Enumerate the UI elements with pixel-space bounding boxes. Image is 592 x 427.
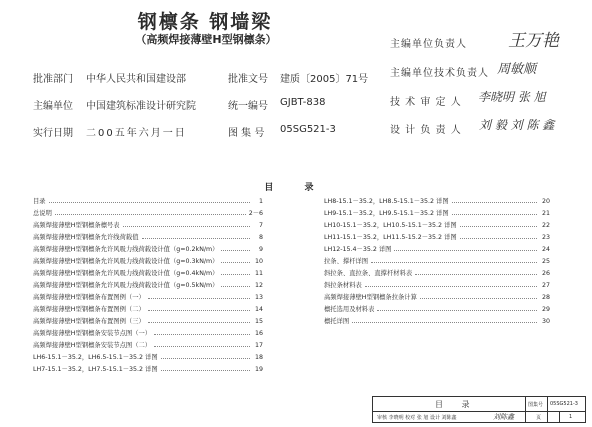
toc-title: 目 录 bbox=[264, 183, 328, 193]
approval-doc: 建质〔2005〕71号 bbox=[280, 74, 369, 85]
document-title: 钢檩条 钢墙梁 bbox=[137, 11, 273, 33]
responsible-label-3: 技 术 审 定 人 bbox=[390, 97, 462, 108]
editor-unit: 中国建筑标准设计研究院 bbox=[86, 101, 196, 112]
title-block-title: 目 录 bbox=[435, 400, 478, 409]
title-block-page: 1 bbox=[569, 414, 573, 420]
toc-item[interactable]: 高频焊接薄壁H型钢檩条允许风吸力线荷载设计值（g=0.4kN/m） 11 bbox=[33, 266, 263, 278]
toc-item[interactable]: 檩托选用及材料表 29 bbox=[324, 302, 550, 314]
signature-2: 周敏顺 bbox=[497, 62, 537, 77]
toc-left-column bbox=[33, 194, 263, 374]
toc-item[interactable]: 高频焊接薄壁H型钢檩条檩号表 7 bbox=[33, 218, 263, 230]
toc-item[interactable]: 高频焊接薄壁H型钢檩条安装节点图（二） 17 bbox=[33, 338, 263, 350]
document-subtitle: （高频焊接薄壁H型钢檩条） bbox=[135, 33, 277, 46]
toc-item[interactable]: 高频焊接薄壁H型钢檩条拉条计算 28 bbox=[324, 290, 550, 302]
title-block-divider bbox=[559, 411, 560, 422]
toc-item[interactable]: 斜拉条材料表 27 bbox=[324, 278, 550, 290]
toc-right-column bbox=[324, 194, 550, 326]
toc-item[interactable]: LH10-15.1－35.2，LH10.5-15.1－35.2 详图 22 bbox=[324, 218, 550, 230]
effective-date-label: 实行日期 bbox=[33, 128, 73, 139]
toc-item[interactable]: 高频焊接薄壁H型钢檩条允许风吸力线荷载设计值（g=0.2kN/m） 9 bbox=[33, 242, 263, 254]
signature-1: 王万艳 bbox=[508, 31, 559, 51]
title-block-atlas-no: 05SG521-3 bbox=[550, 401, 578, 407]
title-block-divider bbox=[547, 397, 548, 422]
responsible-label-2: 主编单位技术负责人 bbox=[390, 68, 489, 79]
toc-item[interactable]: 高频焊接薄壁H型钢檩条允许线荷载值 8 bbox=[33, 230, 263, 242]
responsible-label-4: 设 计 负 责 人 bbox=[390, 125, 462, 136]
responsible-label-1: 主编单位负责人 bbox=[390, 39, 467, 50]
toc-item[interactable]: LH6-15.1－35.2，LH6.5-15.1－35.2 详图 18 bbox=[33, 350, 263, 362]
toc-item[interactable]: 总说明 2－6 bbox=[33, 206, 263, 218]
toc-item[interactable]: 高频焊接薄壁H型钢檩条布置图例（一） 13 bbox=[33, 290, 263, 302]
title-block-divider bbox=[525, 397, 526, 422]
signature-4: 刘 毅 刘 陈 鑫 bbox=[479, 118, 555, 132]
toc-item[interactable]: 高频焊接薄壁H型钢檩条布置图例（二） 14 bbox=[33, 302, 263, 314]
approval-doc-label: 批准文号 bbox=[228, 74, 268, 85]
toc-item[interactable]: 檩托详图 30 bbox=[324, 314, 550, 326]
toc-item[interactable]: 高频焊接薄壁H型钢檩条允许风吸力线荷载设计值（g=0.5kN/m） 12 bbox=[33, 278, 263, 290]
toc-item[interactable]: 高频焊接薄壁H型钢檩条布置图例（三） 15 bbox=[33, 314, 263, 326]
title-block-roles: 审核 李晓明 校对 张 旭 设计 刘陈鑫 bbox=[377, 415, 457, 421]
unified-no: GJBT-838 bbox=[280, 97, 326, 108]
atlas-no: 05SG521-3 bbox=[280, 124, 336, 135]
toc-item[interactable]: 高频焊接薄壁H型钢檩条安装节点图（一） 16 bbox=[33, 326, 263, 338]
title-block-divider bbox=[373, 411, 585, 412]
toc-item[interactable]: 高频焊接薄壁H型钢檩条允许风吸力线荷载设计值（g=0.3kN/m） 10 bbox=[33, 254, 263, 266]
title-block-atlas-label: 图集号 bbox=[528, 402, 544, 408]
toc-item[interactable]: LH9-15.1－35.2，LH9.5-15.1－35.2 详图 21 bbox=[324, 206, 550, 218]
title-block-page-label: 页 bbox=[536, 415, 542, 421]
toc-item[interactable]: LH7-15.1－35.2，LH7.5-15.1－35.2 详图 19 bbox=[33, 362, 263, 374]
toc-item[interactable]: 斜拉条、直拉条、直撑杆材料表 26 bbox=[324, 266, 550, 278]
atlas-no-label: 图 集 号 bbox=[228, 128, 265, 139]
toc-item[interactable]: LH8-15.1－35.2，LH8.5-15.1－35.2 详图 20 bbox=[324, 194, 550, 206]
toc-item[interactable]: 目录 1 bbox=[33, 194, 263, 206]
editor-unit-label: 主编单位 bbox=[33, 101, 73, 112]
toc-item[interactable]: LH11-15.1－35.2，LH11.5-15.2－35.2 详图 23 bbox=[324, 230, 550, 242]
title-block-signature: 刘陈鑫 bbox=[493, 413, 514, 421]
toc-item[interactable]: 拉条、撑杆详图 25 bbox=[324, 254, 550, 266]
unified-no-label: 统一编号 bbox=[228, 101, 268, 112]
effective-date: 二00五年六月一日 bbox=[86, 128, 187, 139]
approval-dept-label: 批准部门 bbox=[33, 74, 73, 85]
approval-dept: 中华人民共和国建设部 bbox=[86, 74, 186, 85]
toc-item[interactable]: LH12-15.4－35.2 详图 24 bbox=[324, 242, 550, 254]
signature-3: 李晓明 张 旭 bbox=[478, 90, 546, 104]
title-block bbox=[372, 396, 586, 423]
